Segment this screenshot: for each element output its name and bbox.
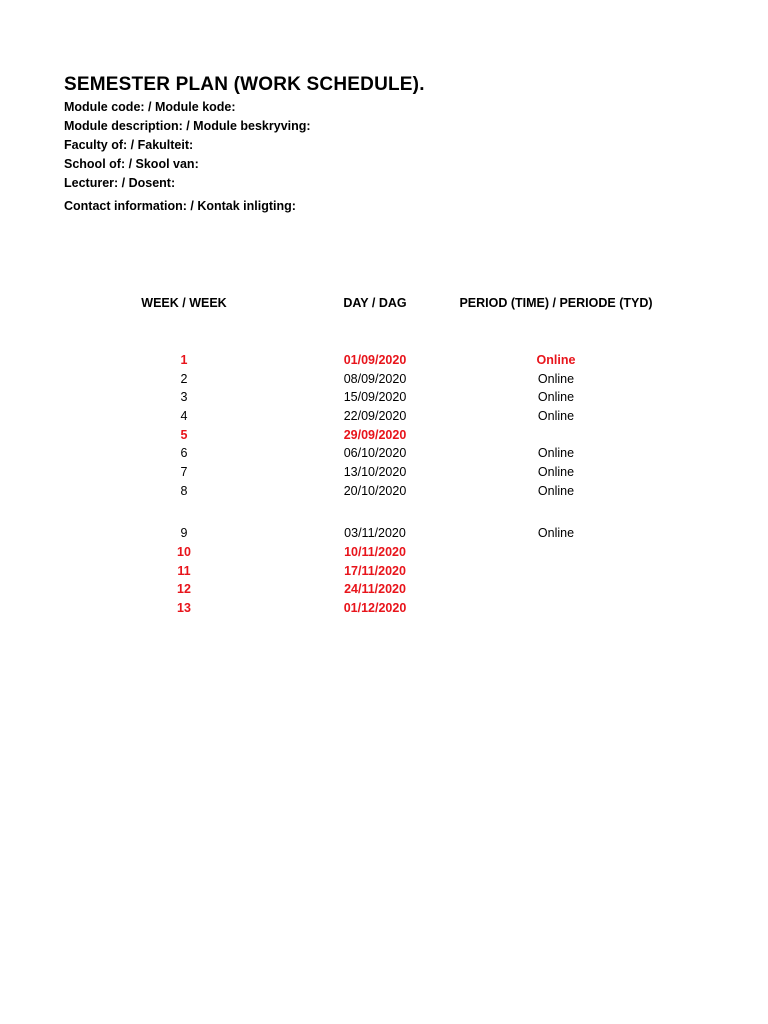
week-cell: 2 <box>180 372 188 386</box>
period-cell: Online <box>537 465 575 479</box>
week-cell: 13 <box>177 601 191 615</box>
table-row <box>0 428 768 446</box>
week-cell: 6 <box>180 446 188 460</box>
period-column-header: PERIOD (TIME) / PERIODE (TYD) <box>459 296 653 310</box>
week-cell: 3 <box>180 390 188 404</box>
day-cell: 03/11/2020 <box>344 526 406 540</box>
table-row <box>0 465 768 483</box>
table-row <box>0 390 768 408</box>
week-cell: 9 <box>180 526 188 540</box>
module-code-label: Module code: / Module kode: <box>64 100 236 114</box>
faculty-label: Faculty of: / Fakulteit: <box>64 138 194 152</box>
day-cell: 24/11/2020 <box>344 582 406 596</box>
day-cell: 01/09/2020 <box>343 353 407 367</box>
day-cell: 06/10/2020 <box>343 446 407 460</box>
table-row <box>0 409 768 427</box>
period-cell: Online <box>536 353 576 367</box>
day-cell: 17/11/2020 <box>344 564 406 578</box>
period-cell: Online <box>537 526 575 540</box>
day-cell: 13/10/2020 <box>343 465 407 479</box>
lecturer-label: Lecturer: / Dosent: <box>64 176 176 190</box>
week-cell: 4 <box>180 409 188 423</box>
period-cell: Online <box>537 372 575 386</box>
week-cell: 1 <box>180 353 188 367</box>
module-description-label: Module description: / Module beskryving: <box>64 119 311 133</box>
table-row <box>0 372 768 390</box>
day-cell: 20/10/2020 <box>343 484 407 498</box>
table-row <box>0 564 768 582</box>
period-cell: Online <box>537 446 575 460</box>
table-row <box>0 545 768 563</box>
day-column-header: DAY / DAG <box>343 296 407 310</box>
week-cell: 5 <box>180 428 188 442</box>
document-title: SEMESTER PLAN (WORK SCHEDULE). <box>64 74 425 95</box>
contact-information-label: Contact information: / Kontak inligting: <box>64 199 296 213</box>
week-cell: 7 <box>180 465 188 479</box>
school-label: School of: / Skool van: <box>64 157 199 171</box>
day-cell: 22/09/2020 <box>343 409 407 423</box>
week-cell: 8 <box>180 484 188 498</box>
period-cell: Online <box>537 484 575 498</box>
table-row <box>0 484 768 502</box>
table-row <box>0 526 768 544</box>
day-cell: 29/09/2020 <box>343 428 407 442</box>
period-cell: Online <box>537 409 575 423</box>
table-row <box>0 601 768 619</box>
week-column-header: WEEK / WEEK <box>141 296 227 310</box>
table-row <box>0 582 768 600</box>
table-row <box>0 353 768 371</box>
day-cell: 08/09/2020 <box>343 372 407 386</box>
table-row <box>0 446 768 464</box>
period-cell: Online <box>537 390 575 404</box>
week-cell: 11 <box>177 564 191 578</box>
day-cell: 15/09/2020 <box>343 390 407 404</box>
day-cell: 10/11/2020 <box>344 545 406 559</box>
day-cell: 01/12/2020 <box>343 601 407 615</box>
week-cell: 12 <box>177 582 191 596</box>
week-cell: 10 <box>177 545 191 559</box>
